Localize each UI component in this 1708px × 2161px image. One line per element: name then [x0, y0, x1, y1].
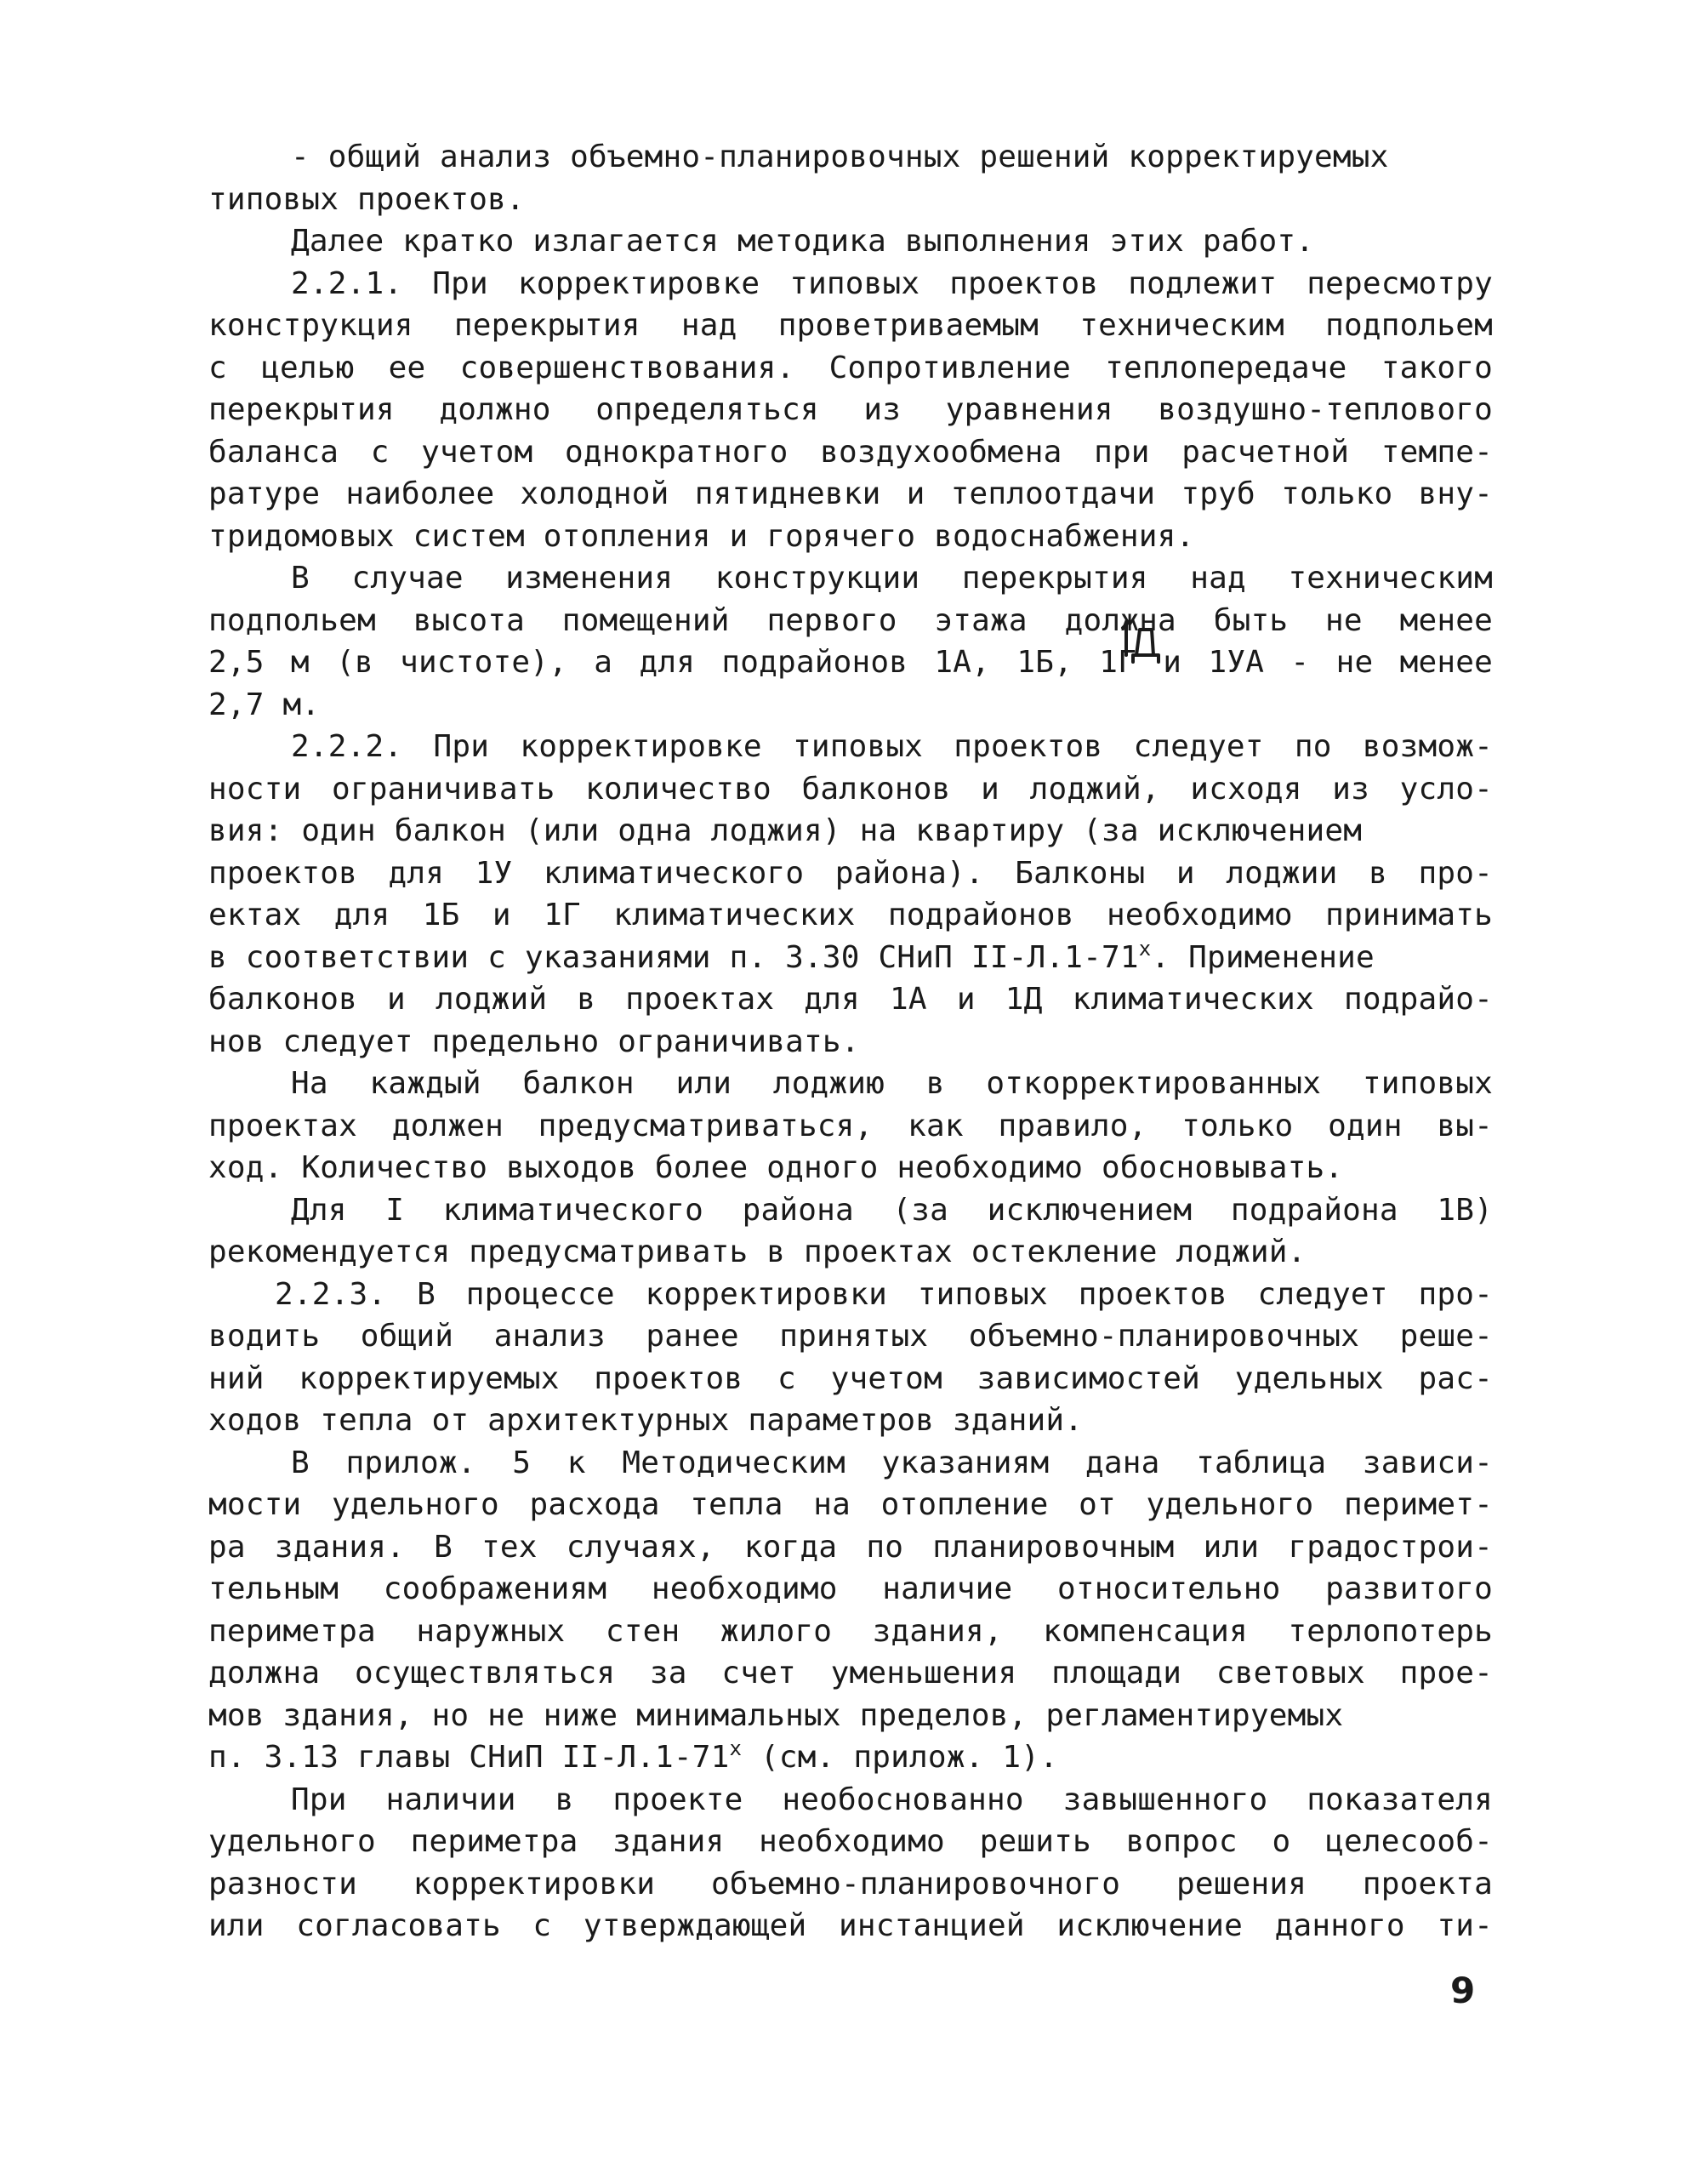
- superscript-x: x: [729, 1736, 743, 1760]
- text-line: тридомовых систем отопления и горячего водоснабжения.: [208, 518, 1195, 554]
- text-segment: в соответствии с указаниями п. 3.30 СНиП II-Л.1-71: [208, 939, 1139, 975]
- text-line: ности ограничивать количество балконов и лоджий, исходя из усло-: [208, 771, 1493, 807]
- text-segment: (см. прилож. 1).: [742, 1740, 1058, 1775]
- text-line: мов здания, но не ниже минимальных пределов, регламентируемых: [208, 1697, 1344, 1733]
- text-line: ратуре наиболее холодной пятидневки и теплоотдачи труб только вну-: [208, 476, 1493, 511]
- page-number: 9: [1450, 1970, 1476, 2011]
- text-line: или согласовать с утверждающей инстанцией исключение данного ти-: [208, 1908, 1493, 1943]
- text-line: ний корректируемых проектов с учетом зависимостей удельных рас-: [208, 1360, 1493, 1396]
- text-line: проектов для 1У климатического района). Балконы и лоджии в про-: [208, 855, 1493, 891]
- text-line: баланса с учетом однократного воздухообмена при расчетной темпе-: [208, 434, 1493, 470]
- text-line: 2.2.3. В процессе корректировки типовых проектов следует про-: [275, 1276, 1493, 1312]
- text-line: типовых проектов.: [208, 181, 525, 217]
- text-line-with-superscript: [208, 1736, 1493, 1779]
- text-line: ходов тепла от архитектурных параметров зданий.: [208, 1403, 1084, 1438]
- text-line: При наличии в проекте необоснованно завышенного показателя: [291, 1782, 1493, 1817]
- text-line: тельным соображениям необходимо наличие относительно развитого: [208, 1571, 1493, 1606]
- text-line: проектах должен предусматриваться, как правило, только один вы-: [208, 1108, 1493, 1143]
- text-line: должна осуществляться за счет уменьшения площади световых прое-: [208, 1656, 1493, 1691]
- document-page: [208, 136, 1493, 1947]
- text-line: 2,7 м.: [208, 687, 321, 722]
- text-line: подпольем высота помещений первого этажа должна быть не менее: [208, 602, 1493, 638]
- text-line: удельного периметра здания необходимо решить вопрос о целесооб-: [208, 1824, 1493, 1859]
- text-segment: . Применение: [1151, 939, 1375, 975]
- text-segment: п. 3.13 главы СНиП II-Л.1-71: [208, 1740, 730, 1775]
- text-line: разности корректировки объемно-планировочного решения проекта: [208, 1866, 1493, 1902]
- text-line: 2.2.1. При корректировке типовых проектов подлежит пересмотру: [291, 265, 1493, 301]
- text-line: - общий анализ объемно-планировочных решений корректируемых: [291, 140, 1389, 174]
- text-line: В случае изменения конструкции перекрытия над техническим: [291, 561, 1493, 596]
- text-line: ход. Количество выходов более одного необходимо обосновывать.: [208, 1150, 1344, 1185]
- text-line: В прилож. 5 к Методическим указаниям дана таблица зависи-: [291, 1445, 1493, 1480]
- text-line: На каждый балкон или лоджию в откорректированных типовых: [291, 1066, 1493, 1101]
- text-line: мости удельного расхода тепла на отопление от удельного перимет-: [208, 1487, 1493, 1522]
- text-line: ра здания. В тех случаях, когда по планировочным или градострои-: [208, 1529, 1493, 1565]
- handwritten-mark-icon: [1114, 621, 1165, 664]
- text-line: периметра наружных стен жилого здания, компенсация терлопотерь: [208, 1613, 1493, 1649]
- text-line: Далее кратко излагается методика выполнения этих работ.: [291, 224, 1315, 259]
- text-line: рекомендуется предусматривать в проектах остекление лоджий.: [208, 1234, 1307, 1269]
- text-line-with-superscript: [208, 937, 1493, 979]
- text-line: балконов и лоджий в проектах для 1А и 1Д климатических подрайо-: [208, 982, 1493, 1017]
- text-line: Для I климатического района (за исключением подрайона 1В): [291, 1192, 1493, 1228]
- superscript-x: x: [1138, 936, 1152, 961]
- text-line: ектах для 1Б и 1Г климатических подрайонов необходимо принимать: [208, 898, 1493, 932]
- text-line: вия: один балкон (или одна лоджия) на квартиру (за исключением: [208, 813, 1363, 848]
- text-line: перекрытия должно определяться из уравнения воздушно-теплового: [208, 392, 1493, 427]
- text-line: с целью ее совершенствования. Сопротивление теплопередаче такого: [208, 350, 1493, 385]
- text-line: нов следует предельно ограничивать.: [208, 1023, 860, 1059]
- text-line: 2,5 м (в чистоте), а для подрайонов 1А, 1Б, 1Г и 1УА - не менее: [208, 645, 1493, 680]
- text-line: конструкция перекрытия над проветриваемым техническим подпольем: [208, 308, 1493, 343]
- text-line: водить общий анализ ранее принятых объемно-планировочных реше-: [208, 1319, 1493, 1354]
- text-line: 2.2.2. При корректировке типовых проектов следует по возмож-: [291, 729, 1493, 764]
